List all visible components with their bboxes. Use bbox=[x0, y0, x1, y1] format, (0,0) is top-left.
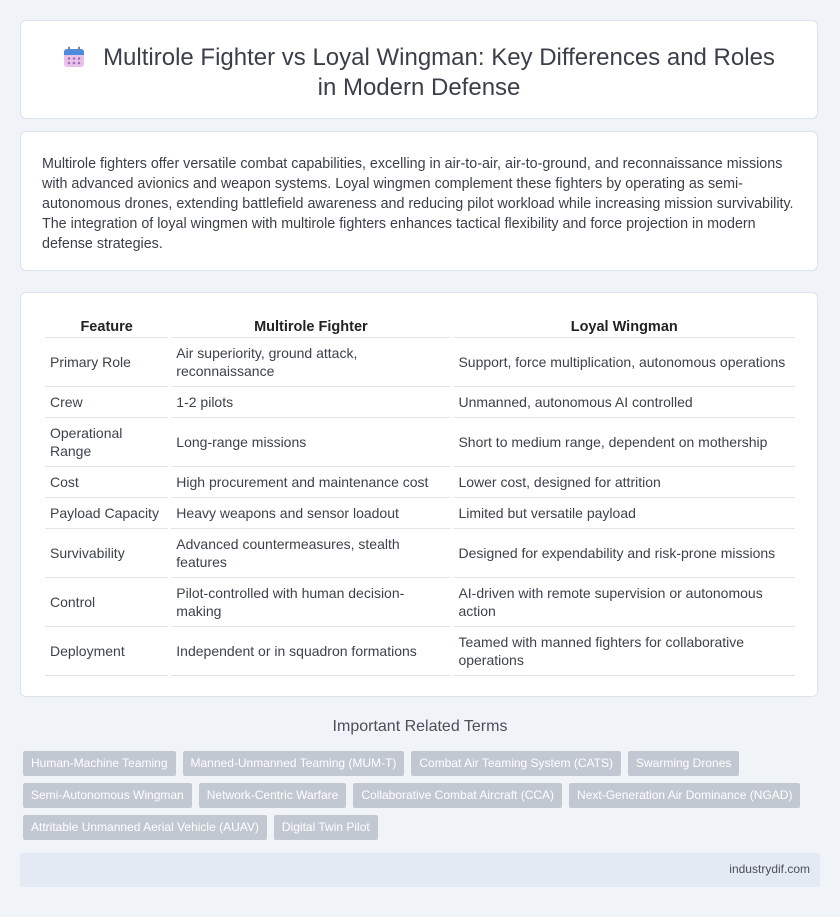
table-row bbox=[45, 627, 795, 676]
related-terms-list bbox=[23, 751, 813, 840]
footer-site-link[interactable]: industrydif.com bbox=[729, 862, 810, 876]
intro-paragraph: Multirole fighters offer versatile combat capabilities, excelling in air-to-air, air-to-ground, and reconnaissance missions with advanced avionics and weapon systems. Loyal wingmen complement these fighters by operating as semi-autonomous drones, extending battlefield awareness and reducing pilot workload while increasing mission survivability. The integration of loyal wingmen with multirole fighters enhances tactical flexibility and force projection in modern defense strategies. bbox=[42, 156, 794, 252]
wingman-cell: Unmanned, autonomous AI controlled bbox=[453, 387, 795, 418]
related-term-tag[interactable]: Swarming Drones bbox=[628, 751, 739, 776]
feature-cell: Payload Capacity bbox=[45, 498, 168, 529]
table-row bbox=[45, 387, 795, 418]
calendar-icon bbox=[63, 46, 85, 68]
table-row bbox=[45, 418, 795, 467]
related-term-tag[interactable]: Attritable Unmanned Aerial Vehicle (AUAV) bbox=[23, 815, 267, 840]
feature-cell: Control bbox=[45, 578, 168, 627]
header-loyal-wingman: Loyal Wingman bbox=[453, 317, 795, 338]
feature-cell: Cost bbox=[45, 467, 168, 498]
wingman-cell: AI-driven with remote supervision or autonomous action bbox=[453, 578, 795, 627]
table-row bbox=[45, 578, 795, 627]
feature-cell: Operational Range bbox=[45, 418, 168, 467]
fighter-cell: Long-range missions bbox=[171, 418, 450, 467]
footer-bar bbox=[20, 853, 820, 887]
feature-cell: Deployment bbox=[45, 627, 168, 676]
feature-cell: Crew bbox=[45, 387, 168, 418]
comparison-card bbox=[20, 292, 818, 697]
title-card bbox=[20, 20, 818, 119]
wingman-cell: Teamed with manned fighters for collaborative operations bbox=[453, 627, 795, 676]
fighter-cell: Air superiority, ground attack, reconnaissance bbox=[171, 338, 450, 387]
fighter-cell: 1-2 pilots bbox=[171, 387, 450, 418]
related-term-tag[interactable]: Human-Machine Teaming bbox=[23, 751, 176, 776]
page-title-wrap bbox=[61, 43, 777, 103]
wingman-cell: Designed for expendability and risk-prone missions bbox=[453, 529, 795, 578]
related-term-tag[interactable]: Manned-Unmanned Teaming (MUM-T) bbox=[183, 751, 405, 776]
wingman-cell: Support, force multiplication, autonomous operations bbox=[453, 338, 795, 387]
intro-card bbox=[20, 131, 818, 271]
fighter-cell: Heavy weapons and sensor loadout bbox=[171, 498, 450, 529]
wingman-cell: Short to medium range, dependent on mothership bbox=[453, 418, 795, 467]
fighter-cell: Advanced countermeasures, stealth features bbox=[171, 529, 450, 578]
page-title: Multirole Fighter vs Loyal Wingman: Key Differences and Roles in Modern Defense bbox=[103, 44, 775, 101]
table-row bbox=[45, 498, 795, 529]
table-row bbox=[45, 338, 795, 387]
fighter-cell: Independent or in squadron formations bbox=[171, 627, 450, 676]
header-feature: Feature bbox=[45, 317, 168, 338]
feature-cell: Survivability bbox=[45, 529, 168, 578]
related-term-tag[interactable]: Next-Generation Air Dominance (NGAD) bbox=[569, 783, 800, 808]
feature-cell: Primary Role bbox=[45, 338, 168, 387]
table-row bbox=[45, 529, 795, 578]
wingman-cell: Lower cost, designed for attrition bbox=[453, 467, 795, 498]
related-term-tag[interactable]: Network-Centric Warfare bbox=[199, 783, 347, 808]
related-term-tag[interactable]: Collaborative Combat Aircraft (CCA) bbox=[353, 783, 562, 808]
wingman-cell: Limited but versatile payload bbox=[453, 498, 795, 529]
fighter-cell: High procurement and maintenance cost bbox=[171, 467, 450, 498]
header-multirole-fighter: Multirole Fighter bbox=[171, 317, 450, 338]
related-term-tag[interactable]: Digital Twin Pilot bbox=[274, 815, 378, 840]
related-term-tag[interactable]: Combat Air Teaming System (CATS) bbox=[411, 751, 621, 776]
table-row bbox=[45, 467, 795, 498]
table-header-row bbox=[45, 317, 795, 338]
fighter-cell: Pilot-controlled with human decision-making bbox=[171, 578, 450, 627]
related-term-tag[interactable]: Semi-Autonomous Wingman bbox=[23, 783, 192, 808]
related-terms-heading: Important Related Terms bbox=[332, 718, 508, 735]
comparison-table bbox=[42, 317, 798, 676]
